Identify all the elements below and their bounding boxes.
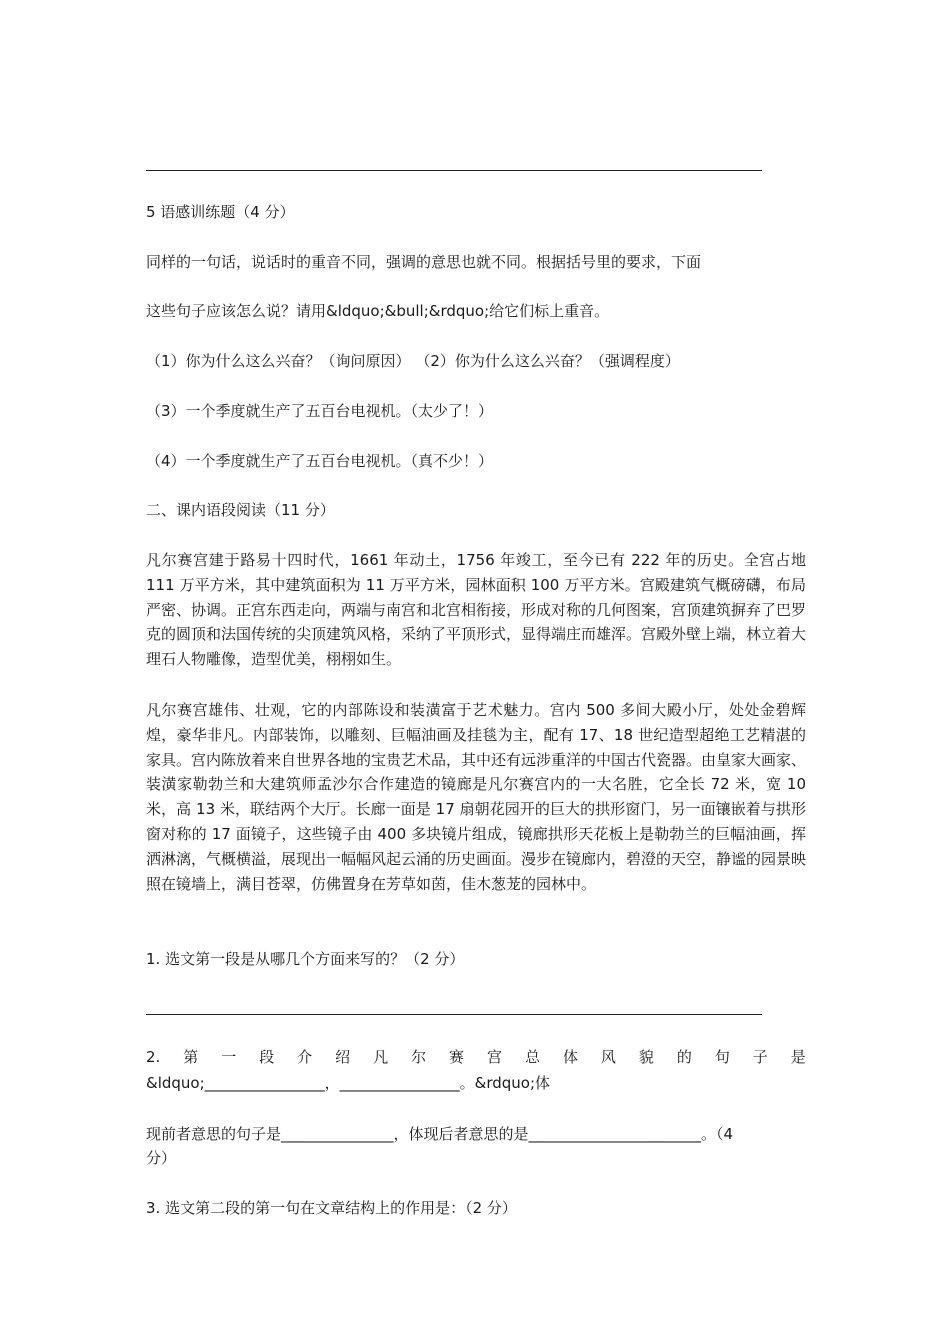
question-2-line-1 xyxy=(146,1046,806,1068)
q2-char: 2. xyxy=(146,1048,161,1066)
section-5-item-1-2: （1）你为什么这么兴奋？（询问原因） （2）你为什么这么兴奋？（强调程度） xyxy=(146,352,680,370)
passage-paragraph-1: 凡尔赛宫建于路易十四时代，1661 年动土，1756 年竣工，至今已有 222 年的历史。全宫占地 111 万平方米，其中建筑面积为 11 万平方米，园林面积 100 万平方米。宫殿建筑气概磅礴，布局严密、协调。正宫东西走向，两端与南宫和北宫相衔接，形成对称的几何图案，宫顶建筑摒弃了巴罗克的圆顶和法国传统的尖顶建筑风格，采纳了平顶形式，显得端庄而雄浑。宫殿外壁上端，林立着大理石人物雕像，造型优美，栩栩如生。 xyxy=(146,551,807,669)
q2-char: 绍 xyxy=(335,1048,351,1066)
question-2-line-3: 现前者意思的句子是_______________，体现后者意思的是_______________________。（4 xyxy=(146,1125,734,1143)
q2-char: 是 xyxy=(790,1048,806,1066)
q2-char: 风 xyxy=(600,1048,616,1066)
section-5-item-3: （3）一个季度就生产了五百台电视机。（太少了！） xyxy=(146,402,494,420)
section-5-intro-line-2: 这些句子应该怎么说？请用&ldquo;&bull;&rdquo;给它们标上重音。 xyxy=(146,302,610,320)
answer-line xyxy=(146,1014,762,1015)
question-2-line-2: &ldquo;________________，________________。&rdquo;体 xyxy=(146,1074,551,1092)
q2-char: 的 xyxy=(676,1048,692,1066)
question-1: 1. 选文第一段是从哪几个方面来写的？（2 分） xyxy=(146,950,465,968)
q2-char: 尔 xyxy=(411,1048,427,1066)
q2-char: 第 xyxy=(183,1048,199,1066)
part-2-title: 二、课内语段阅读（11 分） xyxy=(146,501,335,519)
q2-char: 介 xyxy=(297,1048,313,1066)
q2-char: 段 xyxy=(259,1048,275,1066)
q2-char: 一 xyxy=(221,1048,237,1066)
q2-char: 总 xyxy=(524,1048,540,1066)
q2-char: 貌 xyxy=(638,1048,654,1066)
question-3: 3. 选文第二段的第一句在文章结构上的作用是：（2 分） xyxy=(146,1199,517,1217)
section-5-item-4: （4）一个季度就生产了五百台电视机。（真不少！） xyxy=(146,452,494,470)
passage-paragraph-2: 凡尔赛宫雄伟、壮观，它的内部陈设和装潢富于艺术魅力。宫内 500 多间大殿小厅，处处金碧辉煌，豪华非凡。内部装饰，以雕刻、巨幅油画及挂毯为主，配有 17、18 世纪造型超绝工艺精湛的家具。宫内陈放着来自世界各地的宝贵艺术品，其中还有远涉重洋的中国古代瓷器。由皇家大画家、装潢家勒勃兰和大建筑师孟沙尔合作建造的镜廊是凡尔赛宫内的一大名胜，它全长 72 米，宽 10 米，高 13 米，联结两个大厅。长廊一面是 17 扇朝花园开的巨大的拱形窗门，另一面镶嵌着与拱形窗对称的 17 面镜子，这些镜子由 400 多块镜片组成，镜廊拱形天花板上是勒勃兰的巨幅油画，挥洒淋漓，气概横溢，展现出一幅幅风起云涌的历史画面。漫步在镜廊内，碧澄的天空，静谧的园景映照在镜墙上，满目苍翠，仿佛置身在芳草如茵，佳木葱茏的园林中。 xyxy=(146,701,807,893)
q2-char: 凡 xyxy=(373,1048,389,1066)
q2-char: 宫 xyxy=(487,1048,503,1066)
answer-line xyxy=(146,170,762,171)
section-5-intro-line-1: 同样的一句话，说话时的重音不同，强调的意思也就不同。根据括号里的要求，下面 xyxy=(146,253,702,271)
q2-char: 体 xyxy=(562,1048,578,1066)
q2-char: 句 xyxy=(714,1048,730,1066)
section-5-title: 5 语感训练题（4 分） xyxy=(146,203,295,221)
question-2-line-4: 分） xyxy=(146,1149,177,1167)
q2-char: 赛 xyxy=(449,1048,465,1066)
q2-char: 子 xyxy=(752,1048,768,1066)
